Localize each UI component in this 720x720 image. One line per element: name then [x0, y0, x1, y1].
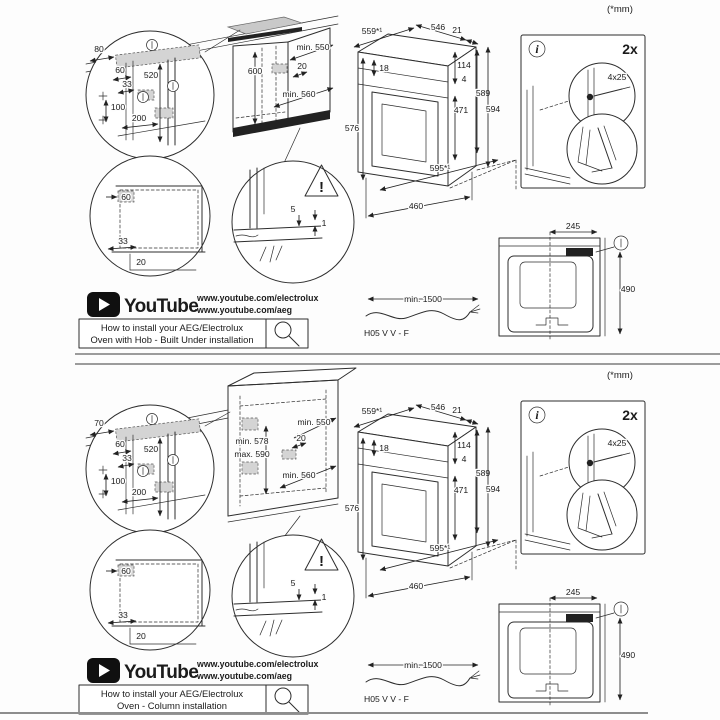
- dim-460: 460: [408, 201, 424, 211]
- youtube-block: [79, 292, 318, 348]
- dim-20: 20: [296, 433, 306, 443]
- hardware-box: [521, 35, 645, 188]
- dim-21: 21: [452, 405, 462, 415]
- units-note: (*mm): [607, 4, 633, 15]
- dim-200: 200: [131, 113, 147, 123]
- dim-20: 20: [297, 61, 307, 71]
- youtube-brand: YouTube: [124, 662, 199, 683]
- cable-drawing: [364, 294, 480, 338]
- dim-546: 546: [430, 402, 446, 412]
- youtube-url-aeg: www.youtube.com/aeg: [197, 671, 292, 681]
- dim-33: 33: [122, 453, 132, 463]
- dim-top-offset: 70: [94, 418, 104, 428]
- dim-gap-5: 5: [290, 578, 296, 588]
- cable-drawing: [364, 660, 480, 704]
- position-marker-icon: [596, 602, 628, 618]
- dim-18: 18: [379, 63, 389, 73]
- hinge-detail: [567, 480, 637, 550]
- dim-min-560: min. 560: [282, 470, 316, 480]
- plinth: [233, 110, 330, 137]
- dim-cutout-33: 33: [118, 610, 128, 620]
- cable-icon: [366, 311, 470, 320]
- detail-circle-cutout: [90, 156, 210, 276]
- dim-595: 595*¹: [429, 543, 451, 553]
- dim-gap-1: 1: [321, 218, 327, 228]
- cable-length: min. 1500: [404, 294, 442, 304]
- dim-114: 114: [457, 440, 471, 450]
- position-marker-icon: [168, 81, 179, 92]
- screw-size: 4x25: [607, 72, 627, 82]
- dim-100: 100: [110, 102, 126, 112]
- position-marker-icon: [138, 92, 149, 103]
- dim-min-550: min. 550: [296, 42, 330, 52]
- dim-576: 576: [344, 123, 360, 133]
- dim-576: 576: [344, 503, 360, 513]
- dim-cutout-20: 20: [136, 631, 146, 641]
- hardware-qty: 2x: [622, 407, 638, 423]
- caption-line-2: Oven - Column installation: [117, 700, 227, 711]
- dim-114: 114: [457, 60, 471, 70]
- dim-594: 594: [485, 104, 501, 114]
- dim-4: 4: [461, 74, 467, 84]
- cable-icon: [366, 677, 470, 686]
- position-marker-icon: [596, 236, 628, 252]
- panel-divider-line: [75, 363, 720, 365]
- dim-471: 471: [453, 485, 469, 495]
- page-bottom-rule: [0, 712, 648, 714]
- dim-471: 471: [453, 105, 469, 115]
- detail-circle-cutout: [90, 530, 210, 650]
- svg-text:i: i: [535, 408, 539, 422]
- dim-min-560: min. 560: [282, 89, 316, 99]
- dim-max-590: max. 590: [234, 449, 270, 459]
- topview-drawing: [499, 221, 635, 340]
- dim-589: 589: [475, 468, 491, 478]
- detail-circle-clearance: [232, 128, 354, 283]
- dim-520: 520: [143, 70, 159, 80]
- dim-cutout-60: 60: [121, 566, 131, 576]
- caption-line-1: How to install your AEG/Electrolux: [100, 688, 244, 699]
- dim-559: 559*¹: [361, 26, 383, 36]
- oven-drawing: [345, 402, 516, 598]
- position-marker-icon: [147, 414, 158, 425]
- dim-200: 200: [131, 487, 147, 497]
- dim-460: 460: [408, 581, 424, 591]
- dim-min-550: min. 550: [297, 417, 331, 427]
- dim-cutout-20: 20: [136, 257, 146, 267]
- panel-column: [0, 366, 720, 720]
- dim-245: 245: [565, 221, 581, 231]
- hardware-box: [521, 401, 645, 554]
- caption-line-2: Oven with Hob - Built Under installation: [90, 334, 254, 345]
- dim-gap-5: 5: [290, 204, 296, 214]
- youtube-url-electrolux: www.youtube.com/electrolux: [197, 659, 319, 669]
- screw-size: 4x25: [607, 438, 627, 448]
- dim-cutout-33: 33: [118, 236, 128, 246]
- dim-60: 60: [115, 65, 125, 75]
- dim-top-offset: 80: [94, 44, 104, 54]
- connection-box: [566, 614, 593, 622]
- position-marker-icon: [138, 466, 149, 477]
- cable-type: H05 V V - F: [364, 328, 409, 338]
- oven-drawing: [345, 22, 516, 218]
- detail-circle-mounting: [86, 30, 240, 159]
- dim-520: 520: [143, 444, 159, 454]
- dim-594: 594: [485, 484, 501, 494]
- dim-559: 559*¹: [361, 406, 383, 416]
- dim-4: 4: [461, 454, 467, 464]
- dim-589: 589: [475, 88, 491, 98]
- cable-length: min. 1500: [404, 660, 442, 670]
- caption-line-1: How to install your AEG/Electrolux: [100, 322, 244, 333]
- dim-100: 100: [110, 476, 126, 486]
- cabinet-drawing: [228, 368, 356, 522]
- dim-18: 18: [379, 443, 389, 453]
- screw-head-icon: [587, 460, 593, 466]
- youtube-url-electrolux: www.youtube.com/electrolux: [197, 293, 319, 303]
- dim-546: 546: [430, 22, 446, 32]
- detail-circle-mounting: [86, 405, 230, 533]
- dim-60: 60: [115, 439, 125, 449]
- svg-text:i: i: [535, 42, 539, 56]
- dim-21: 21: [452, 25, 462, 35]
- youtube-block: [79, 658, 318, 714]
- topview-drawing: [499, 587, 635, 706]
- dim-595: 595*¹: [429, 163, 451, 173]
- dim-cutout-60: 60: [121, 192, 131, 202]
- cable-type: H05 V V - F: [364, 694, 409, 704]
- connection-box: [566, 248, 593, 256]
- dim-245: 245: [565, 587, 581, 597]
- hinge-detail: [567, 114, 637, 184]
- dim-cabinet-height: 600: [247, 66, 263, 76]
- screw-head-icon: [587, 94, 593, 100]
- detail-circle-clearance: [232, 516, 354, 657]
- dim-490: 490: [620, 284, 636, 294]
- dim-gap-1: 1: [321, 592, 327, 602]
- svg-text:!: !: [319, 179, 324, 196]
- position-marker-icon: [168, 455, 179, 466]
- youtube-brand: YouTube: [124, 296, 199, 317]
- dim-min-578: min. 578: [235, 436, 269, 446]
- detail-circles: [86, 405, 354, 657]
- youtube-url-aeg: www.youtube.com/aeg: [197, 305, 292, 315]
- dim-33: 33: [122, 79, 132, 89]
- units-note: (*mm): [607, 370, 633, 381]
- hardware-qty: 2x: [622, 41, 638, 57]
- dim-490: 490: [620, 650, 636, 660]
- position-marker-icon: [147, 40, 158, 51]
- panel-divider-line: [75, 353, 720, 355]
- svg-text:!: !: [319, 553, 324, 570]
- cabinet-drawing: [233, 28, 333, 137]
